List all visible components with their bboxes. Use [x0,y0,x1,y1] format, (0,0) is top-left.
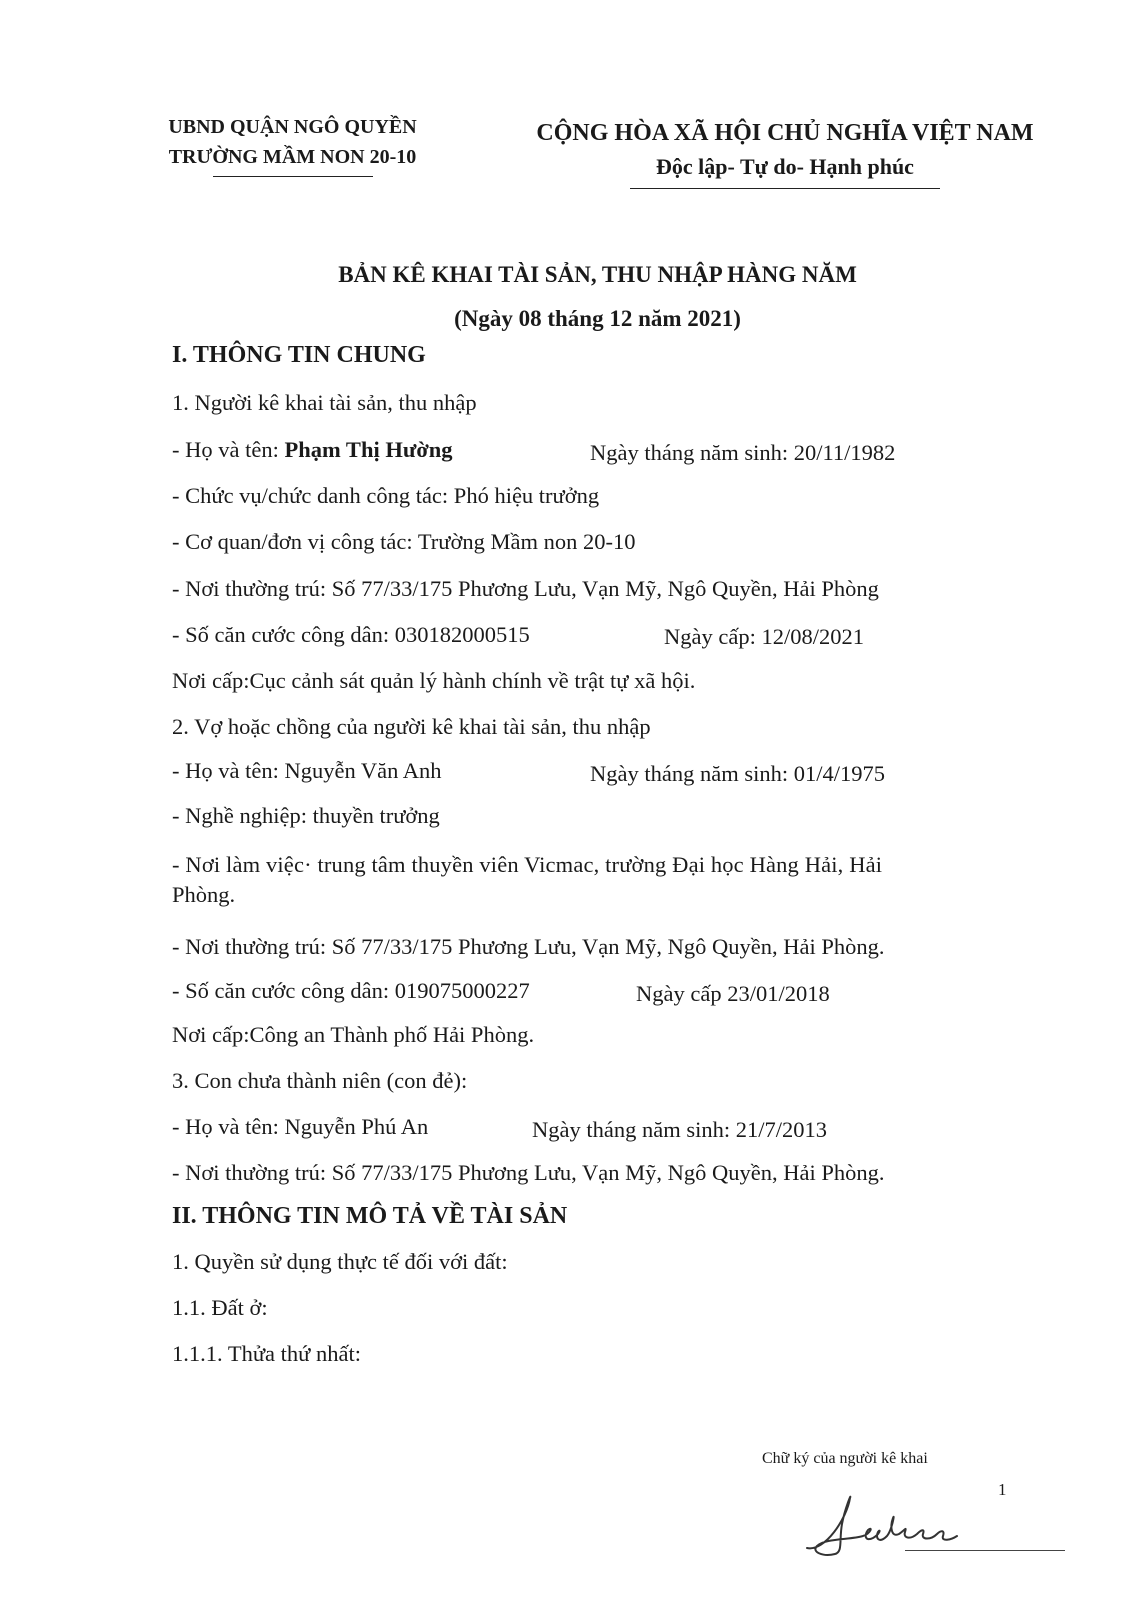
child-name: - Họ và tên: Nguyễn Phú An [172,1114,429,1139]
spouse-name: - Họ và tên: Nguyễn Văn Anh [172,758,442,783]
spouse-workplace-line1: - Nơi làm việc· trung tâm thuyền viên Vicmac, trường Đại học Hàng Hải, Hải [172,852,883,877]
declarant-position: - Chức vụ/chức danh công tác: Phó hiệu trưởng [172,483,600,508]
document-date: (Ngày 08 tháng 12 năm 2021) [454,306,741,331]
child-heading: 3. Con chưa thành niên (con đẻ): [172,1068,468,1093]
child-residence: - Nơi thường trú: Số 77/33/175 Phương Lưu, Vạn Mỹ, Ngô Quyền, Hải Phòng. [172,1160,885,1185]
signature-label: Chữ ký của người kê khai [762,1450,928,1467]
declarant-id: - Số căn cước công dân: 030182000515 [172,622,530,647]
nation-motto: Độc lập- Tự do- Hạnh phúc [656,154,914,179]
page-number: 1 [998,1480,1007,1499]
section1-heading: I. THÔNG TIN CHUNG [172,342,426,368]
motto-underline [630,188,940,189]
declarant-name-line [172,437,453,463]
spouse-workplace-line2: Phòng. [172,882,236,907]
first-plot-heading: 1.1.1. Thửa thứ nhất: [172,1341,361,1366]
residential-land-heading: 1.1. Đất ở: [172,1295,268,1320]
declarant-name: Phạm Thị Hường [284,437,453,462]
nation-name: CỘNG HÒA XÃ HỘI CHỦ NGHĨA VIỆT NAM [536,120,1034,146]
spouse-residence: - Nơi thường trú: Số 77/33/175 Phương Lưu, Vạn Mỹ, Ngô Quyền, Hải Phòng. [172,934,885,959]
document-title: BẢN KÊ KHAI TÀI SẢN, THU NHẬP HÀNG NĂM [338,262,857,287]
land-use-heading: 1. Quyền sử dụng thực tế đối với đất: [172,1249,508,1274]
declarant-id-place: Nơi cấp:Cục cảnh sát quản lý hành chính về trật tự xã hội. [172,668,696,693]
spouse-dob: Ngày tháng năm sinh: 01/4/1975 [590,761,885,786]
declarant-dob: Ngày tháng năm sinh: 20/11/1982 [590,440,896,465]
spouse-id-date: Ngày cấp 23/01/2018 [636,981,830,1006]
spouse-heading: 2. Vợ hoặc chồng của người kê khai tài sản, thu nhập [172,714,651,739]
declarant-name-label: - Họ và tên: [172,437,285,462]
agency-underline [213,176,373,177]
declarant-id-date: Ngày cấp: 12/08/2021 [664,624,864,649]
declarant-heading: 1. Người kê khai tài sản, thu nhập [172,390,477,415]
agency-name: UBND QUẬN NGÔ QUYỀN [168,116,417,138]
child-dob: Ngày tháng năm sinh: 21/7/2013 [532,1117,827,1142]
declarant-residence: - Nơi thường trú: Số 77/33/175 Phương Lưu, Vạn Mỹ, Ngô Quyền, Hải Phòng [172,576,879,601]
school-name: TRƯỜNG MẦM NON 20-10 [168,146,417,168]
declarant-workplace: - Cơ quan/đơn vị công tác: Trường Mầm non 20-10 [172,529,636,554]
spouse-id: - Số căn cước công dân: 019075000227 [172,978,530,1003]
agency-header [120,112,465,177]
spouse-id-place: Nơi cấp:Công an Thành phố Hải Phòng. [172,1022,535,1047]
national-header [490,116,1080,189]
spouse-job: - Nghề nghiệp: thuyền trưởng [172,803,440,828]
signature-line [905,1550,1065,1551]
section2-heading: II. THÔNG TIN MÔ TẢ VỀ TÀI SẢN [172,1203,568,1229]
handwritten-signature [795,1490,985,1570]
